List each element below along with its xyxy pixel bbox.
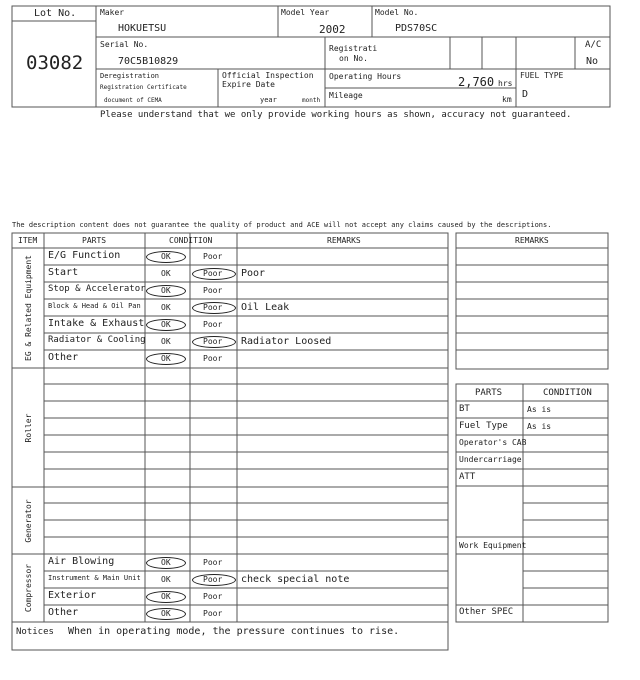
operating-hours-label: Operating Hours — [329, 72, 402, 81]
part-label: Instrument & Main Unit — [48, 574, 141, 582]
inspection-label-2: Expire Date — [222, 80, 275, 89]
ok-option: OK — [161, 303, 171, 312]
part-label: Air Blowing — [48, 555, 115, 567]
hours-notice: Please understand that we only provide working hours as shown, accuracy not guaranteed. — [100, 110, 572, 120]
work-equipment-label: Work Equipment — [459, 541, 527, 550]
ok-option: OK — [161, 592, 171, 601]
ac-label: A/C — [585, 40, 602, 50]
right-part-label: ATT — [459, 472, 476, 482]
part-label: E/G Function — [48, 249, 121, 261]
cema-label: document of CEMA — [104, 97, 162, 104]
remark-text: check special note — [241, 574, 350, 585]
right-condition-label: CONDITION — [543, 388, 592, 398]
remark-text: Oil Leak — [241, 302, 290, 313]
condition-circle — [192, 268, 236, 280]
col-parts: PARTS — [82, 236, 107, 245]
mileage-label: Mileage — [329, 91, 363, 100]
fuel-type-label: FUEL TYPE — [520, 71, 564, 80]
poor-option: Poor — [203, 592, 223, 601]
poor-option: Poor — [203, 320, 223, 329]
inspection-label: Official Inspection — [222, 71, 314, 80]
month-label: month — [302, 97, 321, 104]
ok-option: OK — [161, 337, 171, 346]
condition-circle — [192, 302, 236, 314]
maker-value: HOKUETSU — [118, 23, 167, 34]
model-year-value: 2002 — [319, 23, 346, 36]
poor-option: Poor — [203, 337, 223, 346]
serial-value: 70C5B10829 — [118, 56, 179, 67]
disclaimer: The description content does not guarantee the quality of product and ACE will not accept any claims caused by the descriptions. — [12, 221, 552, 229]
model-no-label: Model No. — [375, 8, 419, 17]
part-label: Intake & Exhaust — [48, 317, 145, 329]
fuel-type-value: D — [522, 89, 529, 100]
poor-option: Poor — [203, 609, 223, 618]
right-part-label: BT — [459, 404, 470, 414]
ok-option: OK — [161, 609, 171, 618]
poor-option: Poor — [203, 558, 223, 567]
condition-circle — [146, 557, 186, 569]
operating-hours-value: 2,760 — [458, 75, 495, 89]
registration-label-2: on No. — [339, 54, 368, 63]
part-label: Other — [48, 351, 79, 363]
condition-circle — [146, 591, 186, 603]
poor-option: Poor — [203, 575, 223, 584]
ok-option: OK — [161, 286, 171, 295]
section-roller-label: Roller — [24, 413, 33, 443]
col-condition: CONDITION — [169, 236, 213, 245]
condition-circle — [146, 285, 186, 297]
ok-option: OK — [161, 354, 171, 363]
part-label: Start — [48, 266, 79, 278]
ok-option: OK — [161, 269, 171, 278]
registration-certificate-label: Registration Certificate — [100, 84, 187, 91]
col-item: ITEM — [18, 236, 38, 245]
right-condition-value: As is — [527, 422, 552, 431]
registration-label: Registrati — [329, 44, 378, 53]
notices-label: Notices — [16, 627, 54, 637]
right-condition-value: As is — [527, 405, 552, 414]
poor-option: Poor — [203, 252, 223, 261]
ok-option: OK — [161, 252, 171, 261]
maker-label: Maker — [100, 8, 125, 17]
lot-label: Lot No. — [34, 8, 77, 19]
part-label: Radiator & Cooling — [48, 335, 146, 345]
right-remarks-label: REMARKS — [515, 236, 549, 245]
section-compressor-label: Compressor — [24, 563, 33, 613]
year-label: year — [260, 96, 277, 104]
hours-unit: hrs — [498, 79, 513, 88]
poor-option: Poor — [203, 269, 223, 278]
mileage-unit: km — [502, 95, 512, 104]
condition-circle — [146, 608, 186, 620]
col-remarks: REMARKS — [327, 236, 361, 245]
part-label: Block & Head & Oil Pan — [48, 302, 141, 310]
ac-value: No — [586, 56, 599, 67]
right-part-label: Undercarriage — [459, 455, 522, 464]
lot-number: 03082 — [26, 52, 84, 74]
model-year-label: Model Year — [281, 8, 330, 17]
right-part-label: Operator's CAB — [459, 438, 527, 447]
part-label: Stop & Accelerator — [48, 284, 146, 294]
notices-text: When in operating mode, the pressure continues to rise. — [68, 626, 400, 637]
part-label: Exterior — [48, 589, 97, 601]
poor-option: Poor — [203, 303, 223, 312]
remark-text: Poor — [241, 268, 266, 279]
serial-label: Serial No. — [100, 40, 149, 49]
remark-text: Radiator Loosed — [241, 336, 332, 347]
part-label: Other — [48, 606, 79, 618]
right-parts-label: PARTS — [475, 388, 503, 398]
deregistration-label: Deregistration — [100, 72, 160, 80]
condition-circle — [146, 251, 186, 263]
section-generator-label: Generator — [24, 499, 33, 543]
ok-option: OK — [161, 558, 171, 567]
ok-option: OK — [161, 320, 171, 329]
poor-option: Poor — [203, 286, 223, 295]
right-part-label: Fuel Type — [459, 421, 508, 431]
ok-option: OK — [161, 575, 171, 584]
condition-circle — [192, 336, 236, 348]
condition-circle — [146, 319, 186, 331]
other-spec-label: Other SPEC — [459, 607, 514, 617]
poor-option: Poor — [203, 354, 223, 363]
condition-circle — [192, 574, 236, 586]
condition-circle — [146, 353, 186, 365]
section-eg-label: EG & Related Equipment — [24, 255, 33, 361]
model-no-value: PDS70SC — [395, 23, 438, 34]
